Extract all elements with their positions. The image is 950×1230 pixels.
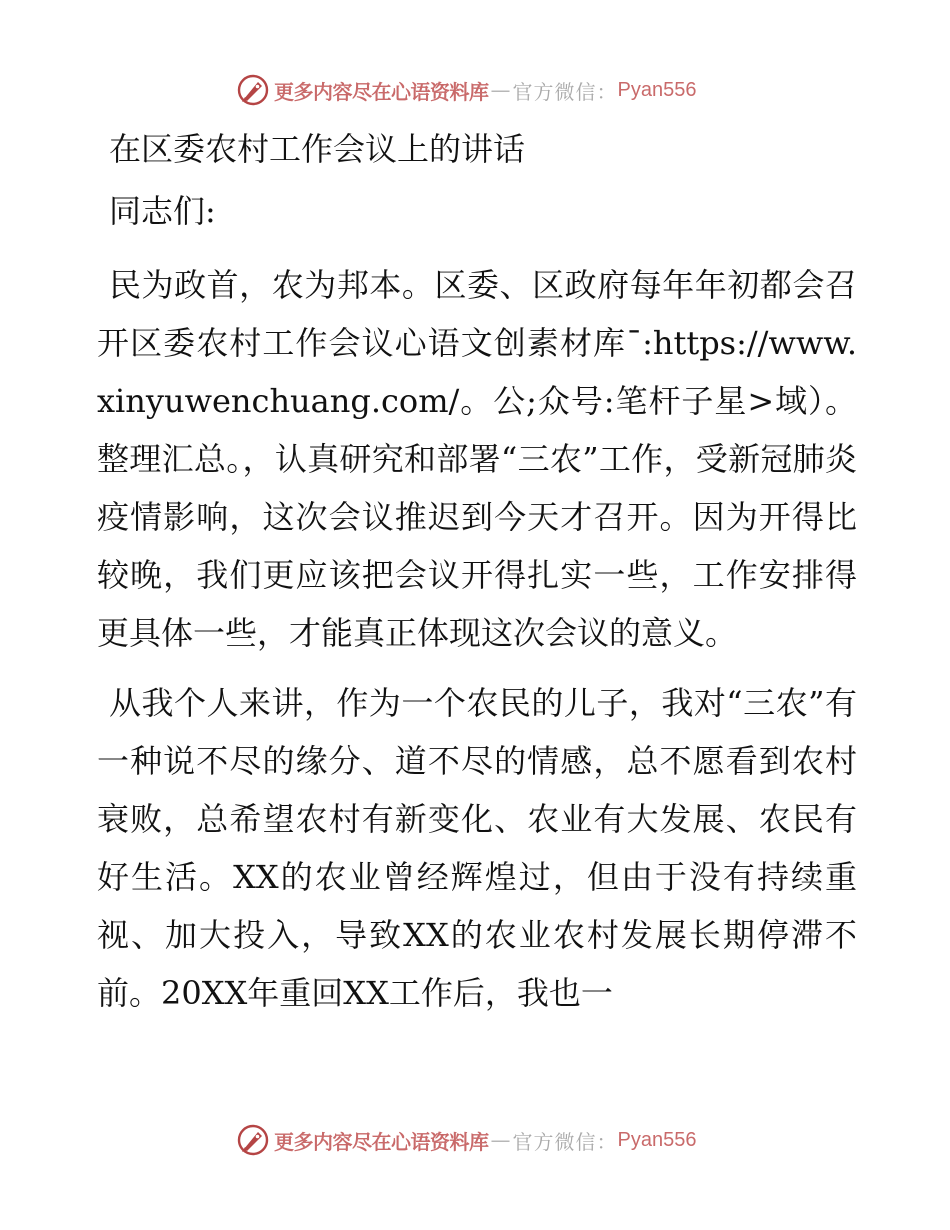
- watermark-separator: —: [490, 1128, 511, 1152]
- document-body: [97, 120, 857, 1022]
- watermark-main-text: 更多内容尽在心语资料库: [274, 79, 489, 104]
- header-watermark: [236, 73, 696, 107]
- watermark-main-text: 更多内容尽在心语资料库: [274, 1129, 489, 1154]
- watermark-wechat-id: Pyan556: [617, 78, 697, 101]
- salutation: 同志们:: [109, 192, 216, 230]
- pen-nib-logo-icon: [236, 1123, 270, 1157]
- paragraph-1: 民为政首，农为邦本。区委、区政府每年年初都会召开区委农村工作会议心语文创素材库¯:https://www.xinyuwenchuang.com/。公;众号:笔杆子星>域）。整理汇总。，认真研究和部署“三农”工作，受新冠肺炎疫情影响，这次会议推迟到今天才召开。因为开得比较晚，我们更应该把会议开得扎实一些，工作安排得更具体一些，才能真正体现这次会议的意义。: [97, 266, 857, 652]
- footer-watermark: [236, 1123, 696, 1157]
- watermark-wechat-label: 官方微信：: [512, 1129, 618, 1154]
- document-title: 在区委农村工作会议上的讲话: [109, 130, 526, 168]
- watermark-wechat-id: Pyan556: [617, 1128, 697, 1151]
- watermark-wechat-label: 官方微信：: [512, 79, 618, 104]
- pen-nib-logo-icon: [236, 73, 270, 107]
- paragraph-2: 从我个人来讲，作为一个农民的儿子，我对“三农”有一种说不尽的缘分、道不尽的情感，总不愿看到农村衰败，总希望农村有新变化、农业有大发展、农民有好生活。XX的农业曾经辉煌过，但由于没有持续重视、加大投入，导致XX的农业农村发展长期停滞不前。20XX年重回XX工作后，我也一: [97, 684, 857, 1012]
- watermark-separator: —: [490, 78, 511, 102]
